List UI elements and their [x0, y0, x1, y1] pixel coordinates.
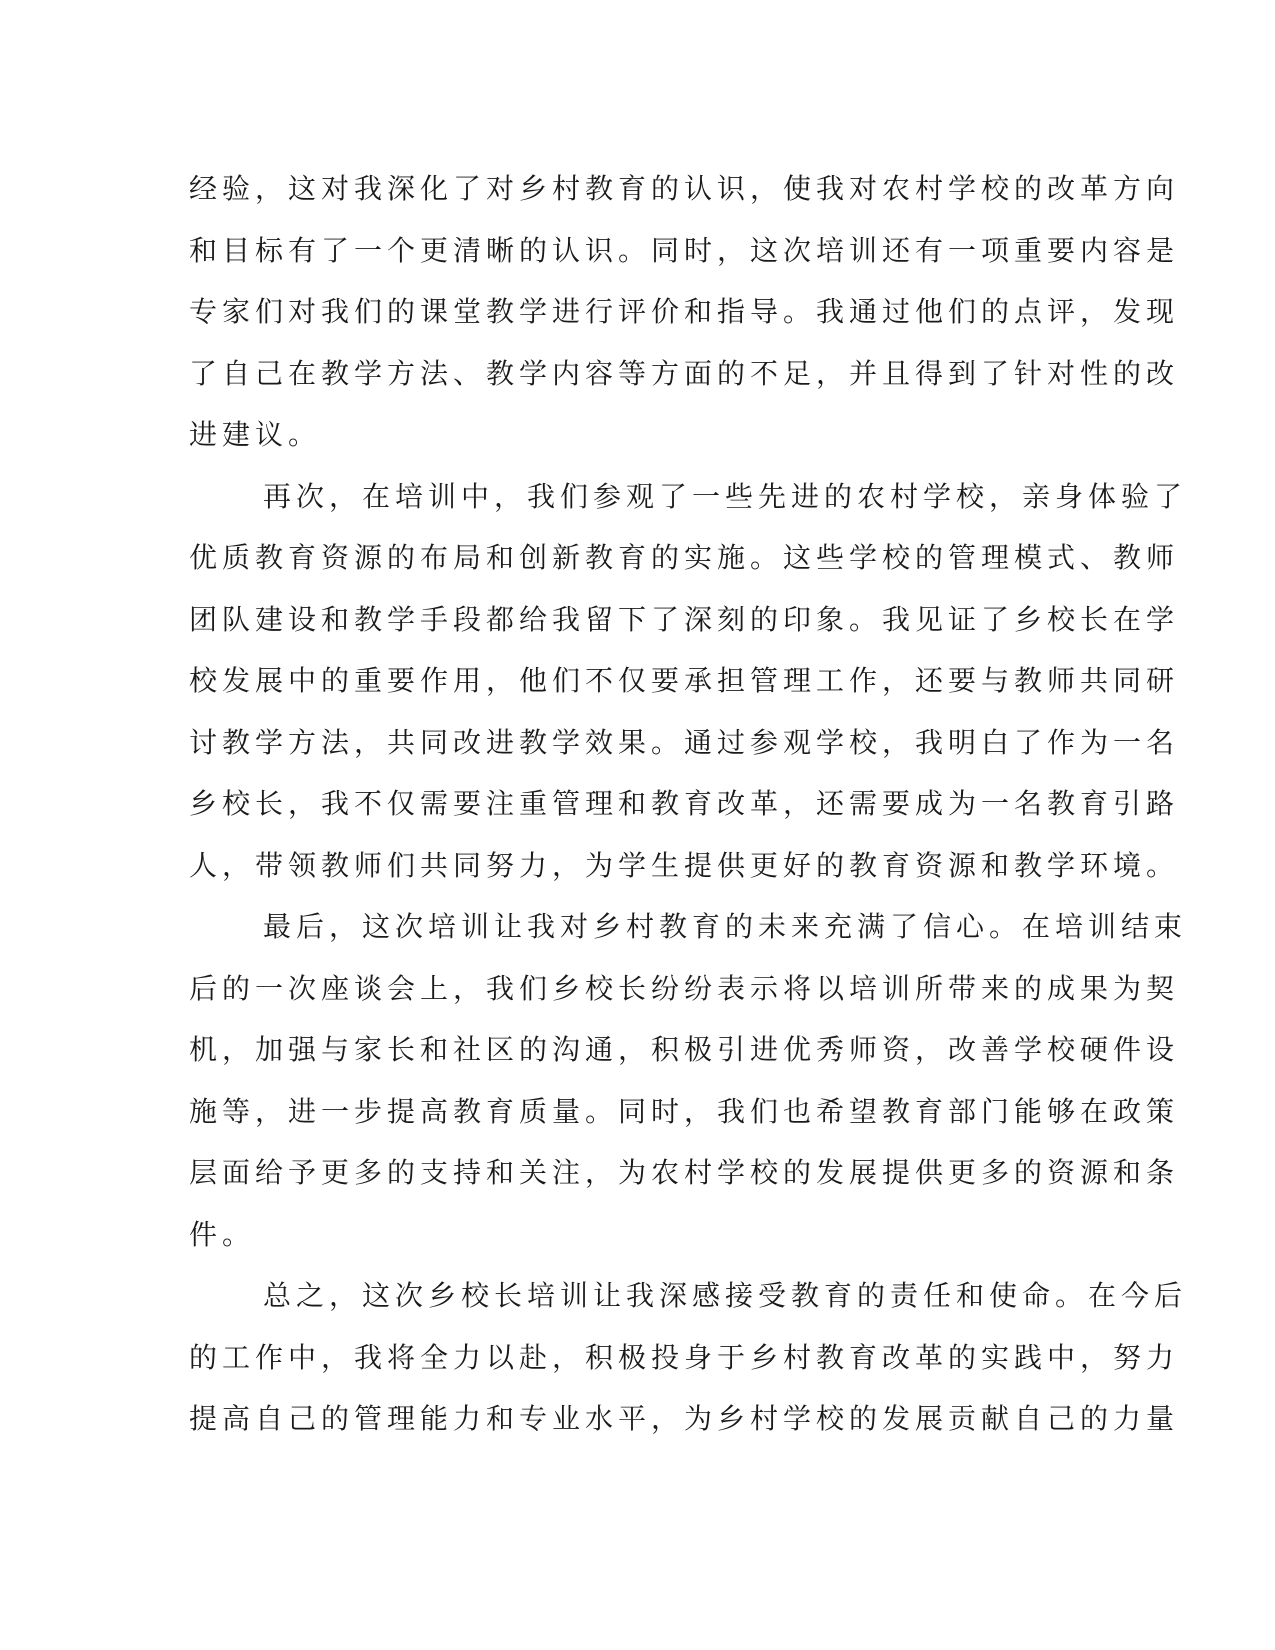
text-line: 人，带领教师们共同努力，为学生提供更好的教育资源和教学环境。 — [189, 848, 1180, 882]
text-line: 优质教育资源的布局和创新教育的实施。这些学校的管理模式、教师 — [189, 541, 1180, 574]
paragraph — [189, 1265, 1188, 1450]
text-line: 最后，这次培训让我对乡村教育的未来充满了信心。在培训结束 — [263, 910, 1188, 943]
text-line: 后的一次座谈会上，我们乡校长纷纷表示将以培训所带来的成果为契 — [189, 971, 1180, 1005]
text-line: 专家们对我们的课堂教学进行评价和指导。我通过他们的点评，发现 — [189, 295, 1180, 328]
paragraph — [189, 466, 1188, 897]
paragraph — [189, 158, 1180, 466]
text-line: 和目标有了一个更清晰的认识。同时，这次培训还有一项重要内容是 — [189, 233, 1180, 267]
text-line: 团队建设和教学手段都给我留下了深刻的印象。我见证了乡校长在学 — [189, 602, 1180, 636]
document-body — [189, 158, 1188, 1450]
text-line: 经验，这对我深化了对乡村教育的认识，使我对农村学校的改革方向 — [189, 172, 1180, 205]
text-line: 总之，这次乡校长培训让我深感接受教育的责任和使命。在今后 — [263, 1279, 1188, 1312]
text-line: 乡校长，我不仅需要注重管理和教育改革，还需要成为一名教育引路 — [189, 787, 1180, 820]
text-line: 讨教学方法，共同改进教学效果。通过参观学校，我明白了作为一名 — [189, 725, 1180, 759]
text-line: 再次，在培训中，我们参观了一些先进的农村学校，亲身体验了 — [263, 479, 1188, 513]
text-line: 进建议。 — [189, 418, 322, 451]
text-line: 件。 — [189, 1217, 256, 1251]
text-line: 机，加强与家长和社区的沟通，积极引进优秀师资，改善学校硬件设 — [189, 1033, 1180, 1066]
text-line: 了自己在教学方法、教学内容等方面的不足，并且得到了针对性的改 — [189, 356, 1180, 390]
text-line: 施等，进一步提高教育质量。同时，我们也希望教育部门能够在政策 — [189, 1094, 1180, 1128]
paragraph — [189, 896, 1188, 1265]
text-line: 层面给予更多的支持和关注，为农村学校的发展提供更多的资源和条 — [189, 1156, 1180, 1189]
text-line: 提高自己的管理能力和专业水平，为乡村学校的发展贡献自己的力量 — [189, 1402, 1180, 1435]
text-line: 的工作中，我将全力以赴，积极投身于乡村教育改革的实践中，努力 — [189, 1340, 1180, 1374]
text-line: 校发展中的重要作用，他们不仅要承担管理工作，还要与教师共同研 — [189, 664, 1180, 697]
